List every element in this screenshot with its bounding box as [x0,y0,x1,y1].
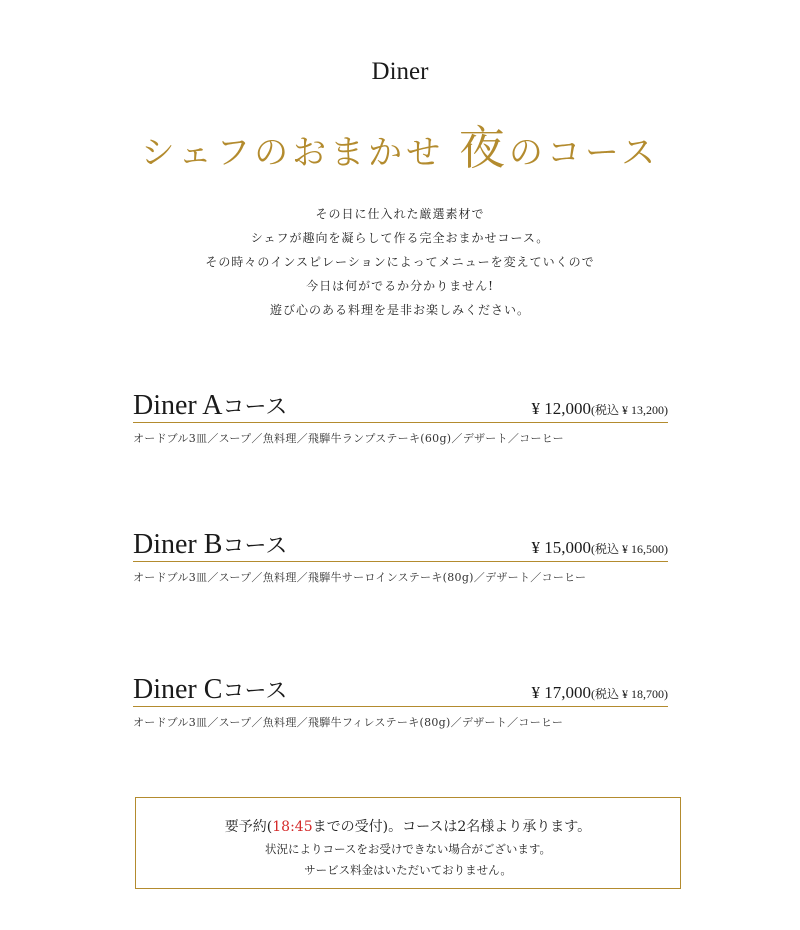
course-title-part1: シェフのおまかせ [140,133,445,173]
course-b-name-jp: コース [222,534,288,559]
course-c-price-main: ¥ 17,000 [531,683,591,702]
course-a-items: オードブル3皿／スープ／魚料理／飛騨牛ランプステーキ(60g)／デザート／コーヒー [133,432,564,445]
course-a-name-jp: コース [222,395,288,420]
course-title-part3: のコース [508,133,660,173]
intro-line: 今日は何がでるか分かりません! [306,279,494,293]
course-c [133,672,668,730]
course-b-header [133,527,668,562]
course-c-name-en: Diner C [133,674,223,705]
reservation-notice [135,797,681,889]
page-header-title: Diner [371,58,429,85]
course-b-name-en: Diner B [133,529,223,560]
intro-line: 遊び心のある料理を是非お楽しみください。 [269,303,530,317]
course-b-price-main: ¥ 15,000 [531,538,591,557]
course-b-items: オードブル3皿／スープ／魚料理／飛騨牛サーロインステーキ(80g)／デザート／コーヒー [133,571,587,584]
notice-deadline-time: 18:45 [272,819,313,835]
course-a-price-main: ¥ 12,000 [531,399,591,418]
notice-line-3: サービス料金はいただいておりません。 [304,863,512,877]
course-title [0,112,800,178]
notice-line-1 [136,816,680,836]
intro-line: その日に仕入れた厳選素材で [315,207,485,221]
course-c-name [133,674,287,706]
course-b-price-tax: (税込 ¥ 16,500) [591,542,668,556]
course-a-name [133,390,287,422]
course-c-items: オードブル3皿／スープ／魚料理／飛騨牛フィレステーキ(80g)／デザート／コーヒー [133,716,564,729]
course-a-price [532,399,669,419]
course-c-name-jp: コース [222,679,288,704]
intro-line: シェフが趣向を凝らして作る完全おまかせコース。 [250,231,550,245]
course-b [133,527,668,585]
course-a-price-tax: (税込 ¥ 13,200) [591,403,668,417]
notice-line-2: 状況によりコースをお受けできない場合がございます。 [264,842,551,856]
intro-line: その時々のインスピレーションによってメニューを変えていくので [205,255,595,269]
course-b-name [133,529,287,561]
intro-text [0,202,800,322]
notice-line-1-post: までの受付)。コースは2名様より承ります。 [312,819,592,835]
course-a-header [133,388,668,423]
course-a-name-en: Diner A [133,390,223,421]
notice-line-1-pre: 要予約( [224,819,273,835]
course-title-night: 夜 [458,121,509,175]
course-c-header [133,672,668,707]
course-c-price [532,683,669,703]
course-a [133,388,668,446]
course-c-price-tax: (税込 ¥ 18,700) [591,687,668,701]
course-b-price [532,538,669,558]
